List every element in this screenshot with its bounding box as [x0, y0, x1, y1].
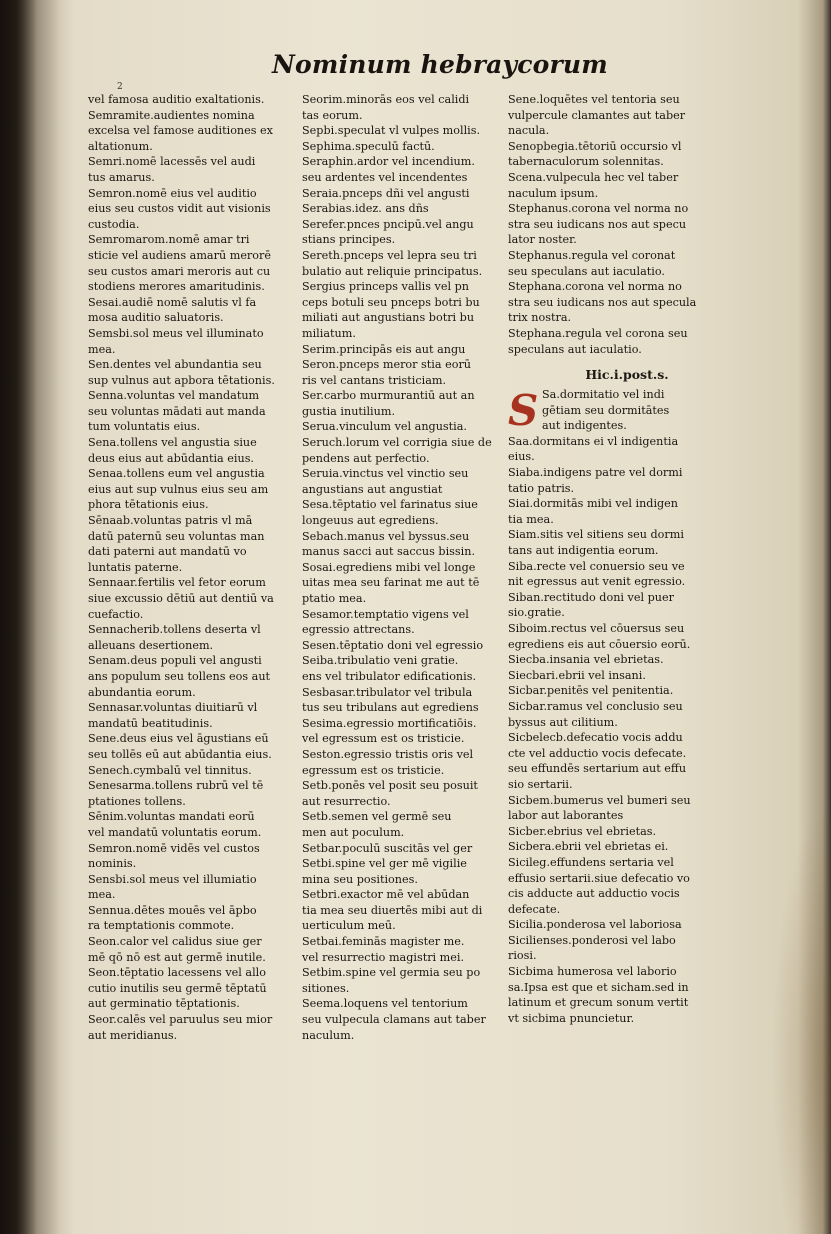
text-line: seu vulpecula clamans aut taber: [302, 1013, 486, 1027]
text-line: Sicbera.ebrii vel ebrietas ei.: [508, 840, 669, 854]
text-line: Sergius princeps vallis vel pn: [302, 280, 469, 294]
text-line: aut resurrectio.: [302, 794, 391, 808]
text-line: Semromarom.nomē amar tri: [88, 233, 250, 247]
text-line: Sicber.ebrius vel ebrietas.: [508, 824, 657, 838]
text-line: tia mea seu diuertēs mibi aut di: [302, 903, 483, 917]
text-line: longeuus aut egrediens.: [302, 514, 439, 528]
text-line: Setb.semen vel germē seu: [302, 810, 452, 824]
text-line: Sa.dormitatio vel indi: [542, 388, 665, 402]
text-line: Senaa.tollens eum vel angustia: [88, 467, 265, 481]
text-line: Sene.deus eius vel āgustians eū: [88, 732, 269, 746]
text-line: stra seu iudicans nos aut specu: [508, 217, 687, 231]
text-line: Sennacherib.tollens deserta vl: [88, 623, 261, 637]
text-line: Sicbar.penitēs vel penitentia.: [508, 684, 674, 698]
text-line: miliatum.: [302, 326, 356, 340]
initial-block: [508, 387, 716, 434]
text-line: Setb.ponēs vel posit seu posuit: [302, 779, 478, 793]
text-column-3: [508, 92, 716, 1025]
text-line: seu speculans aut iaculatio.: [508, 264, 665, 278]
text-line: tum voluntatis eius.: [88, 420, 201, 434]
text-line: Sene.loquētes vel tentoria seu: [508, 93, 680, 106]
text-line: Seron.pnceps meror stia eorū: [302, 358, 472, 372]
text-line: Seruia.vinctus vel vinctio seu: [302, 467, 469, 481]
text-line: deus eius aut abūdantia eius.: [88, 451, 254, 465]
text-line: tans aut indigentia eorum.: [508, 544, 659, 558]
text-line: eius aut sup vulnus eius seu am: [88, 482, 269, 496]
spine-shadow: [0, 0, 60, 1234]
text-line: ris vel cantans tristiciam.: [302, 373, 447, 387]
text-line: Sebach.manus vel byssus.seu: [302, 529, 470, 543]
text-line: Sicbem.bumerus vel bumeri seu: [508, 793, 691, 807]
text-line: Semramite.audientes nomina: [88, 108, 255, 122]
text-line: Semsbi.sol meus vel illuminato: [88, 326, 264, 340]
text-line: sio.gratie.: [508, 606, 565, 620]
text-line: vulpercule clamantes aut taber: [508, 108, 686, 122]
text-line: Semron.nomē eius vel auditio: [88, 186, 257, 200]
text-line: Sicbima humerosa vel laborio: [508, 965, 677, 979]
text-line: excelsa vel famose auditiones ex: [88, 124, 273, 138]
text-line: egrediens eis aut cōuersio eorū.: [508, 637, 691, 651]
text-line: Sesamor.temptatio vigens vel: [302, 607, 469, 621]
text-line: seu voluntas mādati aut manda: [88, 404, 266, 418]
text-line: pendens aut perfectio.: [302, 451, 430, 465]
text-line: bulatio aut reliquie principatus.: [302, 264, 483, 278]
text-line: Seema.loquens vel tentorium: [302, 997, 468, 1011]
text-line: effusio sertarii.siue defecatio vo: [508, 871, 690, 885]
column-3-top-entries: [508, 92, 716, 357]
text-line: lator noster.: [508, 233, 577, 247]
text-line: speculans aut iaculatio.: [508, 342, 642, 356]
text-line: Sicilia.ponderosa vel laboriosa: [508, 918, 682, 932]
text-line: Sēnim.voluntas mandati eorū: [88, 810, 255, 824]
text-line: Siecba.insania vel ebrietas.: [508, 653, 664, 667]
text-line: latinum et grecum sonum vertit: [508, 996, 689, 1010]
running-head: Nominum hebraycorum: [272, 50, 608, 79]
text-line: naculum ipsum.: [508, 186, 599, 200]
text-line: sup vulnus aut apbora tētationis.: [88, 373, 275, 387]
text-line: Stephana.corona vel norma no: [508, 280, 682, 294]
text-line: Ser.carbo murmurantiū aut an: [302, 389, 475, 403]
text-line: Seon.calor vel calidus siue ger: [88, 935, 262, 949]
text-line: Sicilienses.ponderosi vel labo: [508, 933, 676, 947]
text-line: Senech.cymbalū vel tinnitus.: [88, 763, 252, 777]
text-line: luntatis paterne.: [88, 560, 183, 574]
text-line: seu effundēs sertarium aut effu: [508, 762, 687, 776]
text-line: Siboim.rectus vel cōuersus seu: [508, 622, 685, 635]
text-line: aut germinatio tēptationis.: [88, 997, 240, 1011]
text-line: Sereth.pnceps vel lepra seu tri: [302, 248, 477, 262]
text-line: Sennaar.fertilis vel fetor eorum: [88, 576, 266, 590]
text-line: cis adducte aut adductio vocis: [508, 887, 680, 901]
text-line: stodiens merores amaritudinis.: [88, 280, 265, 294]
text-line: ra temptationis commote.: [88, 919, 235, 933]
text-line: Siba.recte vel conuersio seu ve: [508, 559, 685, 573]
text-line: Saa.dormitans ei vl indigentia: [508, 434, 679, 448]
text-line: trix nostra.: [508, 311, 572, 325]
text-line: Sen.dentes vel abundantia seu: [88, 358, 262, 372]
text-line: aut meridianus.: [88, 1028, 178, 1042]
text-line: mandatū beatitudinis.: [88, 716, 213, 730]
text-line: mea.: [88, 342, 116, 356]
text-line: abundantia eorum.: [88, 685, 196, 699]
text-line: men aut poculum.: [302, 825, 405, 839]
text-line: seu ardentes vel incendentes: [302, 170, 468, 184]
text-line: Stephanus.corona vel norma no: [508, 202, 689, 216]
text-line: Sēnaab.voluntas patris vl mā: [88, 514, 253, 528]
text-line: mina seu positiones.: [302, 872, 418, 886]
text-line: Seorim.minorās eos vel calidi: [302, 93, 470, 106]
text-line: ptatio mea.: [302, 592, 367, 605]
text-line: Siecbari.ebrii vel insani.: [508, 668, 646, 682]
text-line: aut indigentes.: [542, 419, 627, 433]
text-line: Seston.egressio tristis oris vel: [302, 747, 474, 761]
folio-mark: 2: [117, 82, 123, 92]
text-line: tatio patris.: [508, 481, 575, 495]
text-line: Sesima.egressio mortificatiōis.: [302, 716, 477, 730]
text-line: Stephanus.regula vel coronat: [508, 248, 676, 262]
text-line: Senna.voluntas vel mandatum: [88, 389, 260, 403]
text-line: Senam.deus populi vel angusti: [88, 654, 262, 668]
text-line: vel famosa auditio exaltationis.: [88, 93, 265, 106]
text-line: tus seu tribulans aut egrediens: [302, 701, 479, 715]
text-line: Sicileg.effundens sertaria vel: [508, 855, 674, 869]
text-line: Sosai.egrediens mibi vel longe: [302, 560, 476, 574]
text-line: ptationes tollens.: [88, 794, 186, 808]
text-line: cutio inutilis seu germē tēptatū: [88, 981, 267, 995]
text-line: sitiones.: [302, 981, 350, 995]
text-line: defecate.: [508, 902, 561, 916]
text-line: Seor.calēs vel paruulus seu mior: [88, 1013, 273, 1027]
text-line: mea.: [88, 888, 116, 902]
text-line: tabernaculorum solennitas.: [508, 155, 664, 169]
text-line: sio sertarii.: [508, 777, 573, 791]
text-line: Senopbegia.tētoriū occursio vl: [508, 139, 682, 153]
text-line: datū paternū seu voluntas man: [88, 529, 265, 543]
text-line: Serabias.idez. ans dñs: [302, 202, 429, 216]
text-line: Siam.sitis vel sitiens seu dormi: [508, 528, 684, 542]
text-column-2: [302, 92, 502, 1042]
text-line: nit egressus aut venit egressio.: [508, 575, 686, 589]
text-line: Sesa.tēptatio vel farinatus siue: [302, 498, 478, 512]
text-line: Sensbi.sol meus vel illumiatio: [88, 872, 257, 886]
text-line: vel egressum est os tristicie.: [302, 732, 465, 746]
decorated-initial: S: [508, 386, 539, 436]
text-line: Senesarma.tollens rubrū vel tē: [88, 779, 264, 793]
text-line: phora tētationis eius.: [88, 498, 209, 512]
text-line: Seiba.tribulatio veni gratie.: [302, 654, 459, 668]
text-line: siue excussio dētiū aut dentiū va: [88, 592, 274, 605]
text-line: tia mea.: [508, 512, 554, 526]
text-line: Setbim.spine vel germia seu po: [302, 966, 481, 980]
text-line: cte vel adductio vocis defecate.: [508, 746, 687, 760]
text-line: naculum.: [302, 1028, 355, 1042]
text-line: mosa auditio saluatoris.: [88, 311, 224, 325]
text-line: Sesen.tēptatio doni vel egressio: [302, 638, 484, 652]
page-stain: [771, 800, 831, 1234]
text-line: vt sicbima pnuncietur.: [508, 1011, 635, 1025]
text-line: dati paterni aut mandatū vo: [88, 545, 247, 559]
text-line: byssus aut cilitium.: [508, 715, 618, 729]
text-line: stians principes.: [302, 233, 396, 247]
text-line: Semron.nomē vidēs vel custos: [88, 841, 260, 855]
text-line: nacula.: [508, 124, 550, 138]
text-line: Seon.tēptatio lacessens vel allo: [88, 966, 266, 980]
text-line: Setbai.feminās magister me.: [302, 935, 465, 949]
text-line: tus amarus.: [88, 170, 155, 184]
text-line: stra seu iudicans nos aut specula: [508, 295, 697, 309]
text-line: eius.: [508, 450, 535, 464]
text-line: altationum.: [88, 139, 153, 153]
text-line: riosi.: [508, 949, 537, 963]
text-line: custodia.: [88, 217, 140, 231]
text-line: seu custos amari meroris aut cu: [88, 264, 271, 278]
text-line: manus sacci aut saccus bissin.: [302, 545, 475, 559]
text-line: Setbi.spine vel ger mē vigilie: [302, 857, 467, 871]
text-line: sa.Ipsa est que et sicham.sed in: [508, 980, 689, 994]
text-line: Sennua.dētes mouēs vel āpbo: [88, 903, 257, 917]
text-line: ceps botuli seu pnceps botri bu: [302, 295, 480, 309]
text-line: nominis.: [88, 857, 137, 871]
text-line: Sephima.speculū factū.: [302, 139, 435, 153]
text-line: Sena.tollens vel angustia siue: [88, 436, 257, 450]
text-line: Setbar.poculū suscitās vel ger: [302, 841, 473, 855]
text-line: eius seu custos vidit aut visionis: [88, 202, 271, 216]
text-line: ans populum seu tollens eos aut: [88, 669, 271, 683]
text-line: alleuans desertionem.: [88, 638, 214, 652]
text-line: Seraia.pnceps dñi vel angusti: [302, 186, 470, 200]
text-line: Sicbelecb.defecatio vocis addu: [508, 731, 683, 745]
text-line: Seraphin.ardor vel incendium.: [302, 155, 475, 169]
text-line: Sepbi.speculat vl vulpes mollis.: [302, 124, 481, 138]
text-line: Sennasar.voluntas diuitiarū vl: [88, 701, 258, 715]
text-line: mē qō nō est aut germē inutile.: [88, 950, 266, 964]
text-line: Siban.rectitudo doni vel puer: [508, 590, 674, 604]
text-line: Serim.principās eis aut angu: [302, 342, 466, 356]
text-line: uerticulum meū.: [302, 919, 396, 933]
text-column-1: [88, 92, 298, 1042]
text-line: egressio attrectans.: [302, 623, 415, 637]
text-line: Sesai.audiē nomē salutis vl fa: [88, 295, 257, 309]
text-line: ens vel tribulator edificationis.: [302, 669, 477, 683]
text-line: Sesbasar.tribulator vel tribula: [302, 685, 473, 699]
text-line: labor aut laborantes: [508, 809, 624, 823]
text-line: gētiam seu dormitātes: [542, 403, 670, 417]
section-heading: Hic.i.post.s.: [585, 367, 669, 383]
text-line: egressum est os tristicie.: [302, 763, 445, 777]
text-line: angustians aut angustiat: [302, 482, 443, 496]
text-line: Stephana.regula vel corona seu: [508, 326, 688, 340]
text-line: miliati aut angustians botri bu: [302, 311, 475, 325]
text-line: Scena.vulpecula hec vel taber: [508, 170, 679, 184]
text-line: tas eorum.: [302, 108, 363, 122]
text-line: gustia inutilium.: [302, 404, 395, 418]
text-line: sticie vel audiens amarū merorē: [88, 248, 271, 262]
text-line: Semri.nomē lacessēs vel audi: [88, 155, 256, 169]
text-line: cuefactio.: [88, 607, 144, 621]
text-line: Siai.dormitās mibi vel indigen: [508, 497, 679, 511]
column-3-bottom-entries: [508, 434, 716, 1027]
text-line: Sicbar.ramus vel conclusio seu: [508, 699, 683, 713]
text-line: Siaba.indigens patre vel dormi: [508, 466, 683, 480]
text-line: seu tollēs eū aut abūdantia eius.: [88, 747, 272, 761]
text-line: Setbri.exactor mē vel abūdan: [302, 888, 470, 902]
text-line: Serua.vinculum vel angustia.: [302, 420, 467, 434]
text-line: vel mandatū voluntatis eorum.: [88, 825, 262, 839]
text-line: vel resurrectio magistri mei.: [302, 950, 465, 964]
text-line: Seruch.lorum vel corrigia siue de: [302, 436, 492, 450]
text-line: Serefer.pnces pncipū.vel angu: [302, 217, 474, 231]
text-line: uitas mea seu farinat me aut tē: [302, 576, 480, 590]
